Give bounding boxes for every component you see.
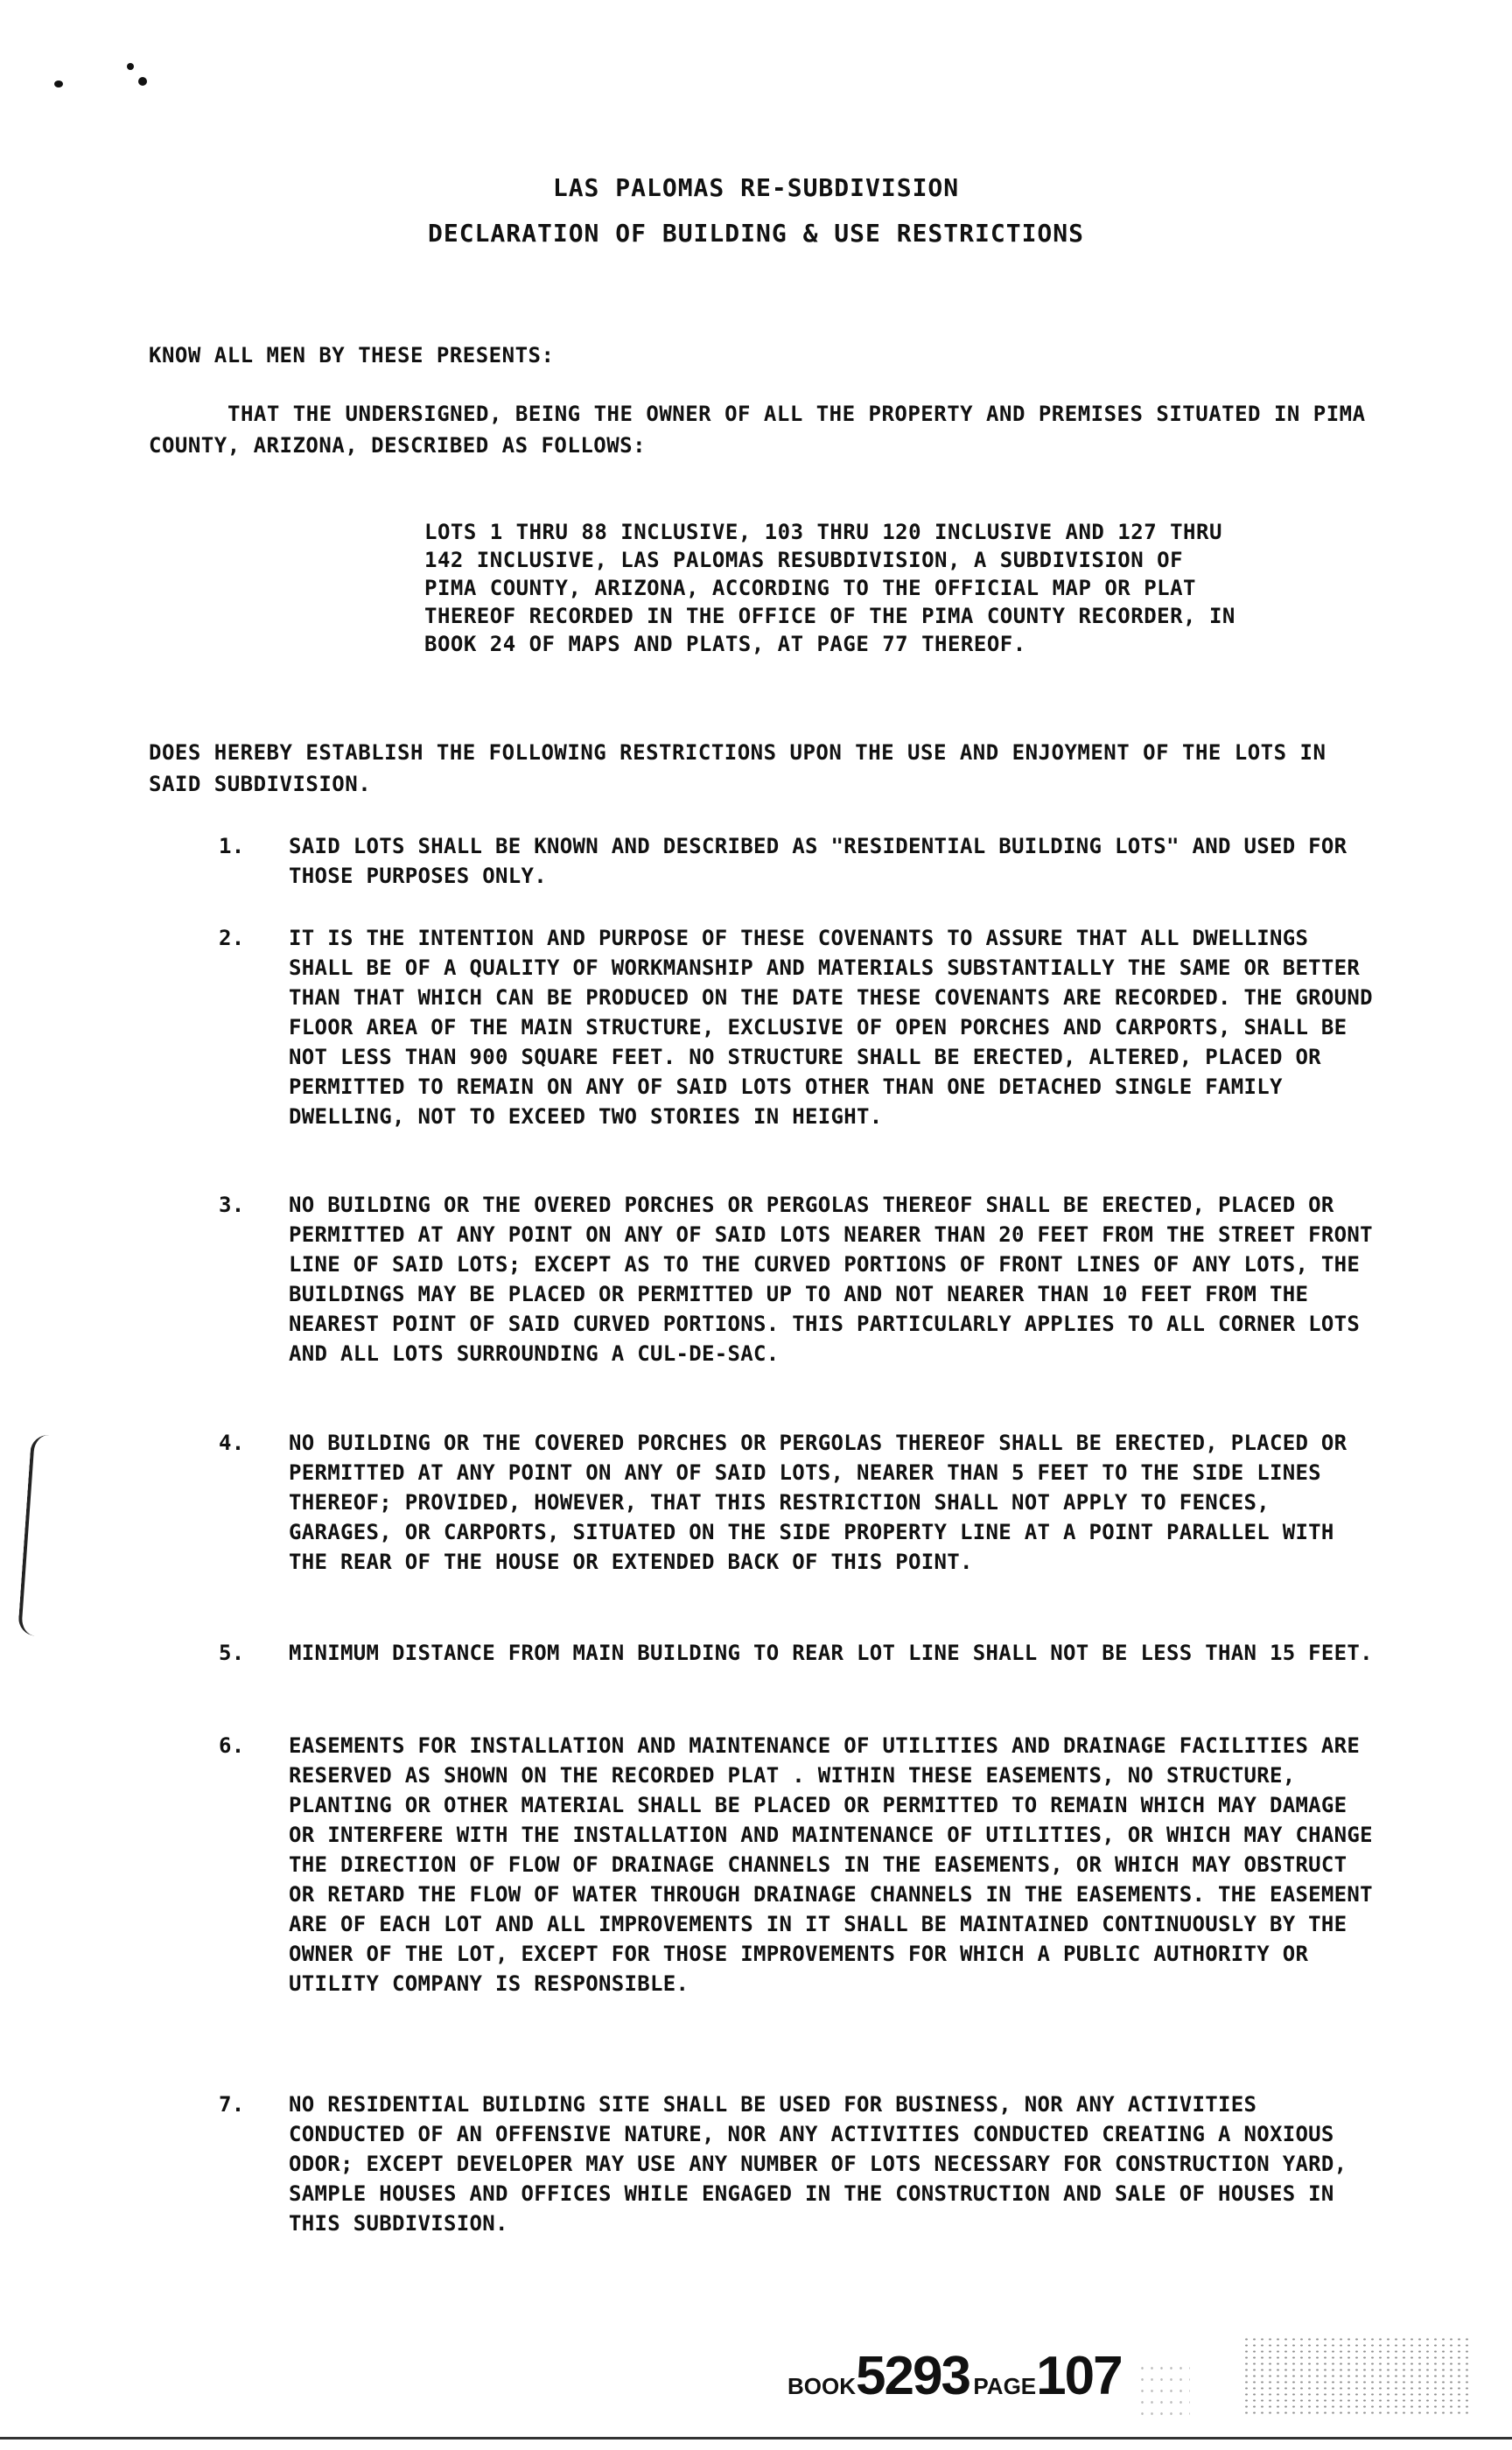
restriction-number: 2. [219, 926, 245, 950]
restriction-number: 1. [219, 834, 245, 858]
establish-paragraph: DOES HEREBY ESTABLISH THE FOLLOWING RESTRICTIONS UPON THE USE AND ENJOYMENT OF THE LOTS IN SAID SUBDIVISION. [149, 740, 1326, 796]
book-page-stamp [788, 2345, 1122, 2407]
scan-noise [1138, 2362, 1190, 2415]
document-title: LAS PALOMAS RE-SUBDIVISION [552, 173, 960, 202]
restriction-text: MINIMUM DISTANCE FROM MAIN BUILDING TO REAR LOT LINE SHALL NOT BE LESS THAN 15 FEET. [289, 1641, 1373, 1665]
page-bottom-edge [0, 2437, 1512, 2440]
restriction-item [219, 1428, 1374, 1577]
intro-paragraph [149, 398, 1391, 461]
restriction-text: SAID LOTS SHALL BE KNOWN AND DESCRIBED AS "RESIDENTIAL BUILDING LOTS" AND USED FOR THOSE PURPOSES ONLY. [289, 834, 1348, 888]
scan-speck [54, 80, 63, 88]
intro-text: THAT THE UNDERSIGNED, BEING THE OWNER OF ALL THE PROPERTY AND PREMISES SITUATED IN PIMA COUNTY, ARIZONA, DESCRIBED AS FOLLOWS: [149, 402, 1366, 458]
restriction-text: EASEMENTS FOR INSTALLATION AND MAINTENANCE OF UTILITIES AND DRAINAGE FACILITIES ARE RESERVED AS SHOWN ON THE RECORDED PLAT . WITHIN THESE EASEMENTS, NO STRUCTURE, PLANTING OR OTHER MATERIAL SHALL BE PLACED OR PERMITTED TO REMAIN WHICH MAY DAMAGE OR INTERFERE WITH THE INSTALLATION AND MAINTENANCE OF UTILITIES, OR WHICH MAY CHANGE THE DIRECTION OF FLOW OF DRAINAGE CHANNELS IN THE EASEMENTS, OR WHICH MAY OBSTRUCT OR RETARD THE FLOW OF WATER THROUGH DRAINAGE CHANNELS IN THE EASEMENTS. THE EASEMENT ARE OF EACH LOT AND ALL IMPROVEMENTS IN IT SHALL BE MAINTAINED CONTINUOUSLY BY THE OWNER OF THE LOT, EXCEPT FOR THOSE IMPROVEMENTS FOR WHICH A PUBLIC AUTHORITY OR UTILITY COMPANY IS RESPONSIBLE. [289, 1733, 1373, 1996]
page-label: PAGE [973, 2373, 1037, 2399]
restriction-item [219, 1638, 1374, 1668]
restriction-item [219, 923, 1374, 1131]
restriction-number: 7. [219, 2092, 245, 2117]
scan-noise [1242, 2336, 1470, 2415]
restriction-text: IT IS THE INTENTION AND PURPOSE OF THESE COVENANTS TO ASSURE THAT ALL DWELLINGS SHALL BE OF A QUALITY OF WORKMANSHIP AND MATERIALS SUBSTANTIALLY THE SAME OR BETTER THAN THAT WHICH CAN BE PRODUCED ON THE DATE THESE COVENANTS ARE RECORDED. THE GROUND FLOOR AREA OF THE MAIN STRUCTURE, EXCLUSIVE OF OPEN PORCHES AND CARPORTS, SHALL BE NOT LESS THAN 900 SQUARE FEET. NO STRUCTURE SHALL BE ERECTED, ALTERED, PLACED OR PERMITTED TO REMAIN ON ANY OF SAID LOTS OTHER THAN ONE DETACHED SINGLE FAMILY DWELLING, NOT TO EXCEED TWO STORIES IN HEIGHT. [289, 926, 1373, 1129]
restriction-number: 6. [219, 1733, 245, 1758]
restriction-item [219, 1731, 1374, 1998]
restriction-text: NO BUILDING OR THE OVERED PORCHES OR PERGOLAS THEREOF SHALL BE ERECTED, PLACED OR PERMITTED AT ANY POINT ON ANY OF SAID LOTS NEARER THAN 20 FEET FROM THE STREET FRONT LINE OF SAID LOTS; EXCEPT AS TO THE CURVED PORTIONS OF FRONT LINES OF ANY LOTS, THE BUILDINGS MAY BE PLACED OR PERMITTED UP TO AND NOT NEARER THAN 10 FEET FROM THE NEAREST POINT OF SAID CURVED PORTIONS. THIS PARTICULARLY APPLIES TO ALL CORNER LOTS AND ALL LOTS SURROUNDING A CUL-DE-SAC. [289, 1193, 1373, 1366]
restriction-text: NO BUILDING OR THE COVERED PORCHES OR PERGOLAS THEREOF SHALL BE ERECTED, PLACED OR PERMITTED AT ANY POINT ON ANY OF SAID LOTS, NEARER THAN 5 FEET TO THE SIDE LINES THEREOF; PROVIDED, HOWEVER, THAT THIS RESTRICTION SHALL NOT APPLY TO FENCES, GARAGES, OR CARPORTS, SITUATED ON THE SIDE PROPERTY LINE AT A POINT PARALLEL WITH THE REAR OF THE HOUSE OR EXTENDED BACK OF THIS POINT. [289, 1431, 1348, 1574]
restriction-text: NO RESIDENTIAL BUILDING SITE SHALL BE USED FOR BUSINESS, NOR ANY ACTIVITIES CONDUCTED OF AN OFFENSIVE NATURE, NOR ANY ACTIVITIES CONDUCTED CREATING A NOXIOUS ODOR; EXCEPT DEVELOPER MAY USE ANY NUMBER OF LOTS NECESSARY FOR CONSTRUCTION YARD, SAMPLE HOUSES AND OFFICES WHILE ENGAGED IN THE CONSTRUCTION AND SALE OF HOUSES IN THIS SUBDIVISION. [289, 2092, 1348, 2236]
book-number: 5293 [856, 2346, 970, 2406]
restriction-item [219, 1190, 1374, 1368]
document-subtitle: DECLARATION OF BUILDING & USE RESTRICTIONS [427, 219, 1084, 248]
book-label: BOOK [788, 2373, 856, 2399]
page-number: 107 [1036, 2346, 1122, 2406]
restriction-number: 4. [219, 1431, 245, 1455]
scan-speck [138, 77, 147, 86]
restriction-number: 3. [219, 1193, 245, 1217]
restriction-item [219, 831, 1374, 891]
scan-speck [127, 63, 134, 70]
restriction-number: 5. [219, 1641, 245, 1665]
property-description: LOTS 1 THRU 88 INCLUSIVE, 103 THRU 120 INCLUSIVE AND 127 THRU 142 INCLUSIVE, LAS PALOMAS RESUBDIVISION, A SUBDIVISION OF PIMA COUNTY, ARIZONA, ACCORDING TO THE OFFICIAL MAP OR PLAT THEREOF RECORDED IN THE OFFICE OF THE PIMA COUNTY RECORDER, IN BOOK 24 OF MAPS AND PLATS, AT PAGE 77 THEREOF. [424, 520, 1236, 656]
restriction-item [219, 2090, 1374, 2238]
handwritten-margin-mark [18, 1434, 70, 1638]
salutation: KNOW ALL MEN BY THESE PRESENTS: [149, 343, 555, 368]
